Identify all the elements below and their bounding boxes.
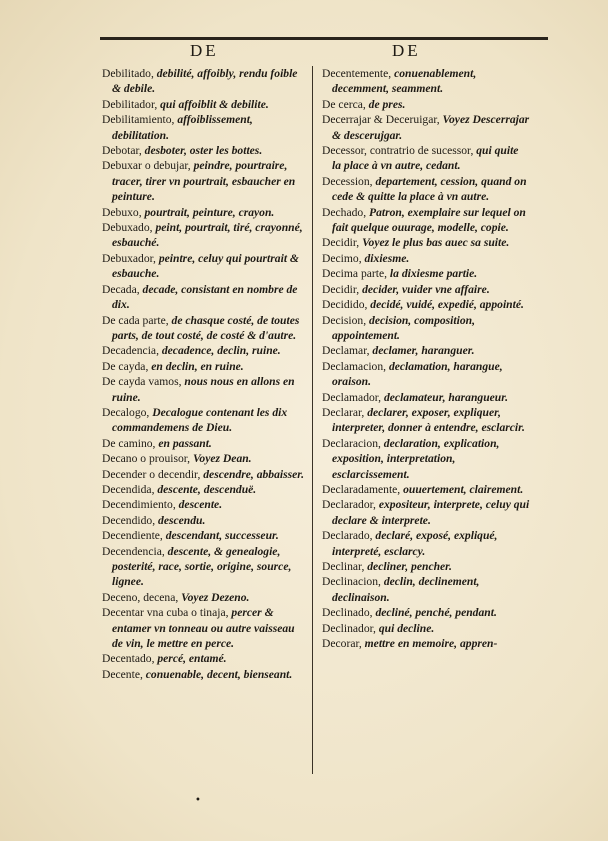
entry-headword: Decentemente,	[322, 67, 392, 80]
entry-headword: Debilitado,	[102, 67, 154, 80]
entry-definition: descendu.	[155, 513, 206, 527]
dictionary-entry	[322, 636, 530, 651]
entry-definition: peintre, celuy qui pourtrait & esbauche.	[112, 251, 299, 281]
entry-headword: Decession,	[322, 174, 373, 188]
entry-definition: de pres.	[365, 97, 406, 111]
entry-headword: Decendida,	[102, 482, 155, 496]
entry-definition: ouuertement, clairement.	[400, 482, 524, 496]
entry-headword: Declamar,	[322, 344, 370, 358]
entry-headword: Decendimiento,	[102, 498, 176, 512]
entry-definition: qui affoiblit & debilite.	[157, 97, 269, 111]
entry-headword: Declinar,	[322, 560, 365, 573]
entry-definition: descendre, abbaisser.	[200, 467, 305, 481]
dictionary-entry	[102, 405, 307, 436]
entry-definition: decision, composition, appointement.	[332, 313, 475, 342]
dictionary-entry	[102, 467, 307, 482]
dictionary-entry	[322, 574, 530, 605]
entry-definition: en declin, en ruine.	[148, 359, 244, 373]
entry-definition: departement, cession, quand on cede & quitte la place à vn autre.	[332, 174, 527, 204]
entry-definition: descente, descenduë.	[154, 482, 257, 496]
entry-headword: Declarado,	[322, 529, 373, 543]
dictionary-entry	[322, 143, 530, 174]
column-divider	[312, 66, 313, 774]
entry-headword: Decente,	[102, 667, 143, 681]
entry-definition: peint, pourtrait, tiré, crayonné, esbauché.	[112, 221, 303, 250]
dictionary-entry	[102, 528, 307, 543]
dictionary-entry	[322, 282, 530, 297]
dictionary-entry	[102, 359, 307, 374]
entry-definition: en passant.	[155, 436, 212, 450]
right-column	[322, 66, 530, 651]
entry-headword: Decidir,	[322, 282, 360, 296]
dictionary-entry	[102, 651, 307, 666]
entry-headword: Decano o prouisor,	[102, 452, 191, 466]
entry-headword: Debuxador,	[102, 251, 156, 265]
entry-headword: Decalogo,	[102, 405, 150, 419]
dictionary-entry	[102, 282, 307, 313]
dictionary-entry	[102, 590, 307, 605]
dictionary-entry	[102, 343, 307, 358]
dictionary-entry	[322, 497, 530, 528]
dictionary-entry	[102, 482, 307, 497]
entry-definition: debilité, affoibly, rendu foible & debile.	[112, 67, 298, 96]
entry-definition: declarer, exposer, expliquer, interpreter, donner à entendre, esclarcir.	[332, 405, 525, 435]
entry-definition: decliner, pencher.	[364, 560, 452, 573]
entry-headword: Debuxado,	[102, 221, 153, 235]
entry-headword: De camino,	[102, 436, 156, 450]
entry-headword: Decentado,	[102, 652, 155, 666]
dictionary-entry	[102, 497, 307, 512]
dictionary-entry	[322, 343, 530, 358]
dictionary-entry	[102, 605, 307, 651]
entry-definition: qui quite la place à vn autre, cedant.	[332, 144, 519, 173]
entry-headword: Decender o decendir,	[102, 467, 201, 481]
dictionary-entry	[102, 112, 307, 143]
entry-definition: Voyez le plus bas auec sa suite.	[359, 236, 510, 250]
dictionary-entry	[102, 143, 307, 158]
dictionary-entry	[322, 528, 530, 559]
entry-headword: Declaradamente,	[322, 482, 401, 496]
entry-headword: Debilitador,	[102, 97, 158, 111]
entry-headword: Declinacion,	[322, 575, 381, 589]
entry-headword: Dechado,	[322, 205, 367, 219]
entry-definition: peindre, pourtraire, tracer, tirer vn pourtrait, esbaucher en peinture.	[112, 159, 296, 204]
dictionary-entry	[322, 405, 530, 436]
entry-headword: Deceno, decena,	[102, 590, 179, 604]
entry-definition: decadence, declin, ruine.	[158, 344, 281, 358]
entry-definition: descente, & genealogie, posterité, race, sortie, origine, source, lignee.	[112, 544, 292, 589]
dictionary-entry	[102, 313, 307, 344]
entry-definition: declamation, harangue, oraison.	[332, 359, 503, 389]
dictionary-entry	[102, 513, 307, 528]
entry-definition: decade, consistant en nombre de dix.	[112, 282, 298, 312]
entry-headword: Declamacion,	[322, 359, 387, 373]
entry-headword: De cada parte,	[102, 313, 169, 327]
entry-definition: decider, vuider vne affaire.	[359, 282, 490, 296]
entry-definition: qui decline.	[375, 621, 435, 635]
dictionary-entry	[102, 205, 307, 220]
entry-headword: Decidido,	[322, 298, 368, 312]
entry-headword: De cerca,	[322, 97, 366, 111]
dictionary-entry	[322, 112, 530, 143]
entry-headword: Decadencia,	[102, 344, 159, 358]
entry-headword: Debuxar o debujar,	[102, 159, 191, 173]
entry-headword: Decendiente,	[102, 529, 163, 543]
entry-headword: Decada,	[102, 282, 140, 296]
entry-headword: Declaracion,	[322, 436, 381, 450]
entry-definition: Voyez Descerrajar & descerujgar.	[332, 113, 530, 142]
dictionary-entry	[322, 359, 530, 390]
entry-definition: descendant, successeur.	[162, 529, 279, 543]
entry-headword: Decima parte,	[322, 267, 388, 281]
entry-definition: Voyez Dean.	[190, 452, 252, 466]
dictionary-entry	[322, 205, 530, 236]
entry-headword: Declamador,	[322, 390, 382, 404]
dictionary-entry	[102, 544, 307, 590]
dictionary-entry	[102, 97, 307, 112]
entry-headword: De cayda,	[102, 359, 149, 373]
dictionary-entry	[322, 482, 530, 497]
entry-headword: Decendido,	[102, 513, 156, 527]
dictionary-entry	[322, 559, 530, 574]
running-head-left: DE	[190, 41, 219, 60]
entry-headword: Decorar,	[322, 637, 362, 651]
dictionary-entry	[322, 605, 530, 620]
dictionary-entry	[322, 390, 530, 405]
dictionary-entry	[322, 251, 530, 266]
entry-definition: dixiesme.	[361, 251, 410, 265]
dictionary-entry	[102, 436, 307, 451]
entry-definition: conuenablement, decemment, seamment.	[332, 67, 477, 96]
entry-headword: Decentar vna cuba o tinaja,	[102, 606, 229, 620]
dictionary-entry	[102, 667, 307, 682]
dictionary-entry	[322, 66, 530, 97]
entry-headword: Decimo,	[322, 251, 362, 265]
entry-headword: Debuxo,	[102, 205, 142, 219]
entry-definition: declamateur, harangueur.	[381, 390, 509, 404]
entry-headword: Declarar,	[322, 405, 365, 419]
dictionary-entry	[322, 297, 530, 312]
dictionary-entry	[102, 158, 307, 204]
entry-headword: Debilitamiento,	[102, 113, 175, 127]
entry-headword: Declinador,	[322, 621, 376, 635]
entry-definition: declamer, haranguer.	[369, 344, 475, 358]
entry-headword: Decessor, contratrio de sucessor,	[322, 144, 474, 158]
dictionary-entry	[102, 251, 307, 282]
entry-definition: Patron, exemplaire sur lequel on fait quelque ouurage, modelle, copie.	[332, 205, 526, 235]
dictionary-entry	[322, 436, 530, 482]
entry-definition: decliné, penché, pendant.	[372, 606, 497, 620]
left-column	[102, 66, 307, 682]
entry-definition: nous nous en allons en ruine.	[112, 375, 295, 404]
entry-headword: Decision,	[322, 313, 367, 327]
entry-definition: declaré, exposé, expliqué, interpreté, esclarcy.	[332, 529, 498, 558]
dictionary-entry	[102, 66, 307, 97]
entry-headword: De cayda vamos,	[102, 375, 182, 389]
entry-definition: la dixiesme partie.	[387, 267, 478, 281]
dictionary-entry	[322, 235, 530, 250]
entry-headword: Declarador,	[322, 498, 376, 512]
entry-headword: Decerrajar & Deceruigar,	[322, 113, 440, 127]
entry-headword: Decendencia,	[102, 544, 165, 558]
dictionary-entry	[102, 220, 307, 251]
entry-headword: Decidir,	[322, 236, 360, 250]
page-ornament: •	[195, 795, 201, 806]
running-head-right: DE	[392, 41, 421, 60]
entry-definition: Voyez Dezeno.	[178, 590, 250, 604]
entry-definition: conuenable, decent, bienseant.	[142, 667, 293, 681]
entry-headword: Debotar,	[102, 144, 142, 158]
dictionary-entry	[322, 621, 530, 636]
entry-definition: decidé, vuidé, expedié, appointé.	[367, 298, 524, 312]
header-rule	[100, 37, 548, 40]
entry-definition: de chasque costé, de toutes parts, de tout costé, de costé & d'autre.	[112, 313, 300, 342]
dictionary-entry	[102, 451, 307, 466]
dictionary-entry	[322, 174, 530, 205]
dictionary-entry	[322, 266, 530, 281]
dictionary-entry	[322, 97, 530, 112]
entry-definition: mettre en memoire, appren-	[361, 637, 498, 651]
entry-definition: declin, declinement, declinaison.	[332, 575, 480, 604]
entry-definition: percer & entamer vn tonneau ou autre vaisseau de vin, le mettre en perce.	[112, 606, 295, 651]
entry-definition: Decalogue contenant les dix commandemens de Dieu.	[112, 405, 288, 435]
entry-definition: pourtrait, peinture, crayon.	[141, 205, 275, 219]
entry-headword: Declinado,	[322, 606, 373, 620]
entry-definition: expositeur, interprete, celuy qui declare & interprete.	[332, 498, 530, 527]
dictionary-entry	[102, 374, 307, 405]
entry-definition: percé, entamé.	[154, 652, 227, 666]
entry-definition: desboter, oster les bottes.	[141, 144, 263, 158]
dictionary-entry	[322, 313, 530, 344]
entry-definition: declaration, explication, exposition, interpretation, esclarcissement.	[332, 436, 500, 481]
entry-definition: affoiblissement, debilitation.	[112, 113, 253, 142]
entry-definition: descente.	[175, 498, 223, 512]
